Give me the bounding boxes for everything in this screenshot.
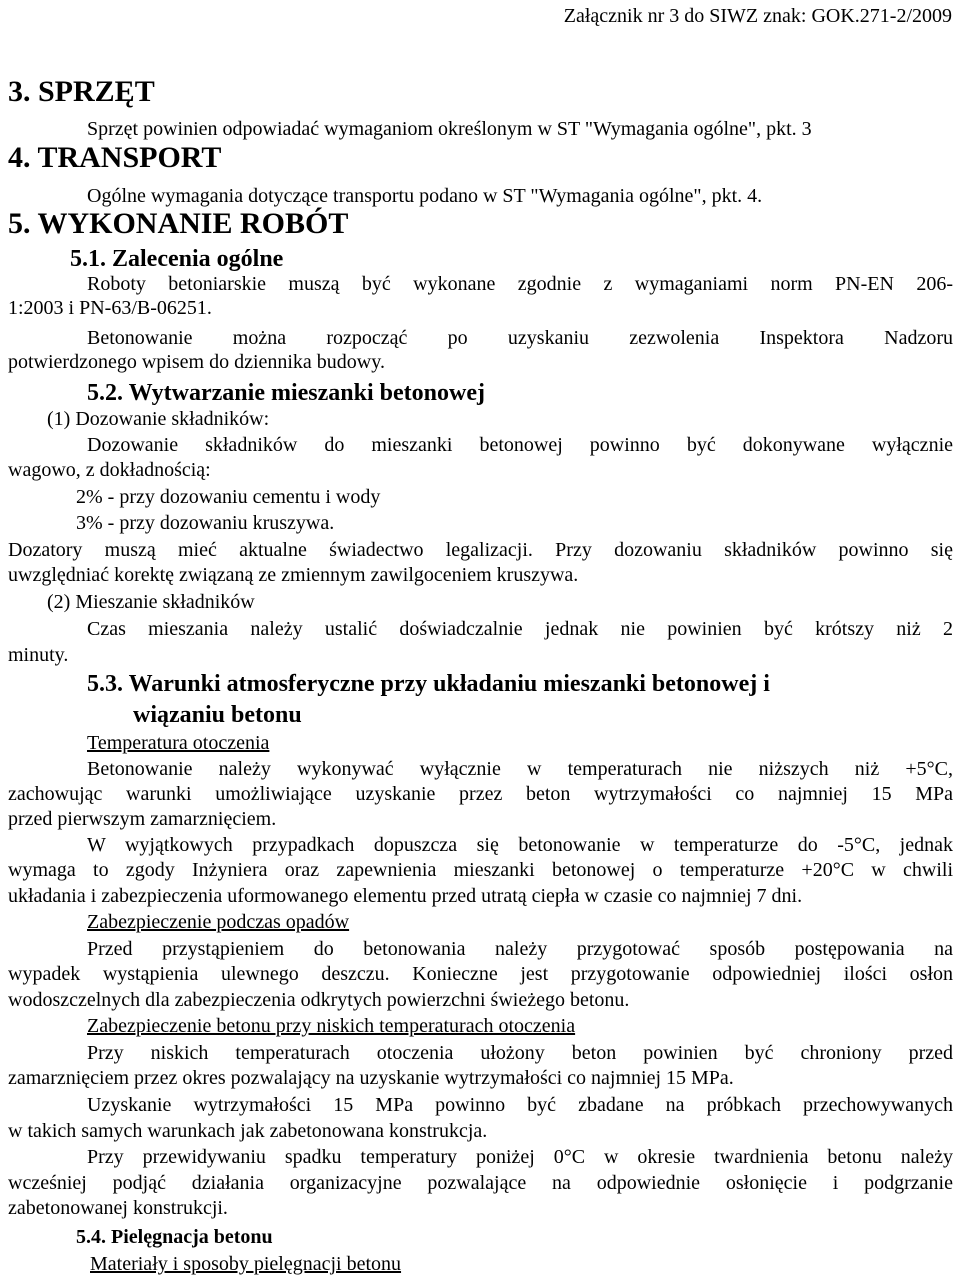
section-5-1-line: Betonowanie można rozpocząć po uzyskaniu zezwolenia Inspektora Nadzoru [87,327,953,349]
attachment-header: Załącznik nr 3 do SIWZ znak: GOK.271-2/2009 [563,5,952,27]
section-5-2-line: minuty. [8,644,69,666]
low-temp-line: Uzyskanie wytrzymałości 15 MPa powinno być zbadane na próbkach przechowywanych [87,1094,953,1116]
section-5-2-line: (1) Dozowanie składników: [47,408,270,430]
section-5-title: 5. WYKONANIE ROBÓT [8,207,349,240]
section-5-3-title-cont: wiązaniu betonu [133,702,302,728]
rain-line: wypadek wystąpienia ulewnego deszczu. Konieczne jest przygotowanie odpowiedniej ilości osłon [8,963,953,985]
subsection-temperature: Temperatura otoczenia [87,732,270,754]
section-3-text: Sprzęt powinien odpowiadać wymaganiom określonym w ST "Wymagania ogólne", pkt. 3 [87,118,812,140]
temperature-line: zachowując warunki umożliwiające uzyskanie przez beton wytrzymałości co najmniej 15 MPa [8,783,953,805]
section-5-2-line: Dozowanie składników do mieszanki betonowej powinno być dokonywane wyłącznie [87,434,953,456]
section-5-1-title: 5.1. Zalecenia ogólne [70,246,284,272]
section-5-2-line: wagowo, z dokładnością: [8,459,211,481]
temperature-line: układania i zabezpieczenia uformowanego elementu przed utratą ciepła w czasie co najmniej 7 dni. [8,885,803,907]
section-5-2-title: 5.2. Wytwarzanie mieszanki betonowej [87,380,485,406]
rain-line: wodoszczelnych dla zabezpieczenia odkrytych powierzchni świeżego betonu. [8,989,630,1011]
section-4-text: Ogólne wymagania dotyczące transportu podano w ST "Wymagania ogólne", pkt. 4. [87,185,763,207]
low-temp-line: Przy przewidywaniu spadku temperatury poniżej 0°C w okresie twardnienia betonu należy [87,1146,953,1168]
section-5-2-line: Dozatory muszą mieć aktualne świadectwo legalizacji. Przy dozowaniu składników powinno się [8,539,953,561]
temperature-line: Betonowanie należy wykonywać wyłącznie w temperaturach nie niższych niż +5°C, [87,758,953,780]
section-5-4-title: 5.4. Pielęgnacja betonu [76,1226,273,1248]
section-5-2-line: uwzględniać korektę związaną ze zmiennym zawilgoceniem kruszywa. [8,564,579,586]
section-4-title: 4. TRANSPORT [8,141,222,174]
subsection-curing-materials: Materiały i sposoby pielęgnacji betonu [90,1253,402,1275]
subsection-low-temperature: Zabezpieczenie betonu przy niskich temperaturach otoczenia [87,1015,576,1037]
section-5-2-line: (2) Mieszanie składników [47,591,255,613]
temperature-line: wymaga to zgody Inżyniera oraz zapewnienia mieszanki betonowej o temperaturze +20°C w chwili [8,859,953,881]
section-5-2-line: 2% - przy dozowaniu cementu i wody [76,486,381,508]
low-temp-line: w takich samych warunkach jak zabetonowana konstrukcja. [8,1120,488,1142]
section-5-3-title: 5.3. Warunki atmosferyczne przy układaniu mieszanki betonowej i [87,671,770,697]
low-temp-line: Przy niskich temperaturach otoczenia ułożony beton powinien być chroniony przed [87,1042,953,1064]
rain-line: Przed przystąpieniem do betonowania należy przygotować sposób postępowania na [87,938,953,960]
temperature-line: W wyjątkowych przypadkach dopuszcza się betonowanie w temperaturze do -5°C, jednak [87,834,953,856]
temperature-line: przed pierwszym zamarznięciem. [8,808,277,830]
low-temp-line: wcześniej podjąć działania organizacyjne pozwalające na odpowiednie osłonięcie i podgrzanie [8,1172,953,1194]
section-5-1-line: 1:2003 i PN-63/B-06251. [8,297,212,319]
low-temp-line: zabetonowanej konstrukcji. [8,1197,228,1219]
section-5-1-line: potwierdzonego wpisem do dziennika budowy. [8,351,385,373]
section-5-2-line: 3% - przy dozowaniu kruszywa. [76,512,335,534]
section-5-2-line: Czas mieszania należy ustalić doświadczalnie jednak nie powinien być krótszy niż 2 [87,618,953,640]
low-temp-line: zamarznięciem przez okres pozwalający na uzyskanie wytrzymałości co najmniej 15 MPa. [8,1067,734,1089]
section-3-title: 3. SPRZĘT [8,75,155,108]
section-5-1-line: Roboty betoniarskie muszą być wykonane zgodnie z wymaganiami norm PN-EN 206- [87,273,953,295]
subsection-rain-protection: Zabezpieczenie podczas opadów [87,911,350,933]
